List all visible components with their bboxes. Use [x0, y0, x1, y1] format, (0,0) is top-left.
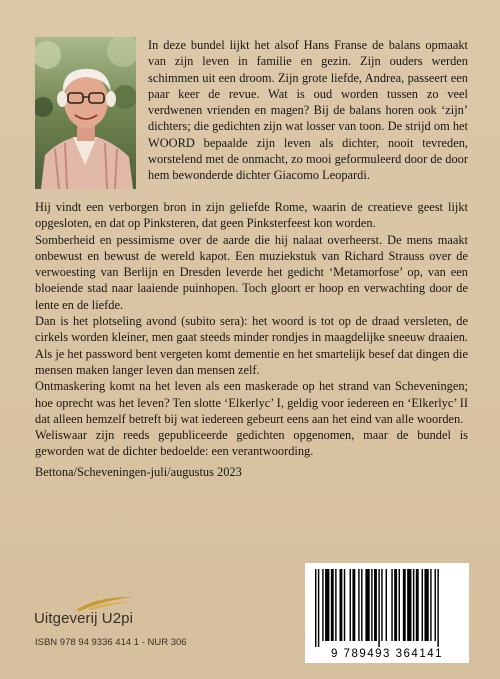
barcode-bar — [350, 569, 351, 641]
barcode-bar — [381, 569, 382, 641]
barcode-bar — [422, 569, 423, 641]
barcode-bar — [394, 569, 397, 641]
barcode-bar — [344, 569, 345, 641]
barcode-bar — [365, 569, 369, 641]
publisher-name: Uitgeverij U2pi — [34, 610, 134, 627]
barcode-bar — [386, 569, 387, 641]
intro-paragraph — [148, 37, 468, 184]
barcode-bar — [325, 569, 329, 641]
barcode-bar — [374, 569, 377, 641]
publisher-logo-block — [34, 594, 174, 630]
barcode-bar — [339, 569, 342, 641]
barcode-bar — [435, 569, 436, 641]
body-text — [35, 199, 468, 460]
barcode-bar — [318, 569, 319, 647]
barcode-bar — [371, 569, 372, 641]
paragraph: Weliswaar zijn reeds gepubliceerde gedichten opgenomen, maar de bundel is geworden wat de dichter bedoelde: een verantwoording. — [35, 428, 468, 459]
barcode-bar — [430, 569, 431, 641]
barcode — [305, 563, 469, 663]
place-date: Bettona/Scheveningen-juli/augustus 2023 — [35, 465, 242, 479]
barcode-bar — [407, 569, 411, 641]
barcode-bar — [416, 569, 419, 641]
barcode-bar — [352, 569, 355, 641]
barcode-bar — [403, 569, 406, 641]
intro-text: In deze bundel lijkt het alsof Hans Franse de balans opmaakt van zijn leven in familie en gezin. Zijn ouders werden schimmen uit een droom. Zijn grote liefde, Andrea, passeert een paar keer de revue. Wat is oud worden tussen zo veel verdwenen vrienden en magen? Bij de balans horen ook ‘zijn’ dichters; die gedichten zijn wat losser van toon. De strijd om het WOORD bepaalde zijn leven als dichter, nooit tevreden, worstelend met de onmacht, zo mooi geformuleerd door de door hem bewonderde dichter Giacomo Leopardi. — [148, 38, 468, 183]
barcode-bar — [424, 569, 428, 641]
paragraph: Hij vindt een verborgen bron in zijn geliefde Rome, waarin de creatieve geest lijkt opgesloten, en dat op Pinksteren, dat geen Pinksterfeest kon worden. — [35, 200, 468, 231]
paragraph: Ontmaskering komt na het leven als een maskerade op het strand van Scheveningen; hoe oprecht was het leven? Ten slotte ‘Elkerlyc’ I, geldig voor iedereen en ‘Elkerlyc’ II dat alleen hemzelf betreft bij wat iedereen gebeurt eens aan het eind van alle woorden. — [35, 379, 468, 426]
paragraph: Somberheid en pessimisme over de aarde die hij nalaat overheerst. De mens maakt onbewust en bewust de wereld kapot. Een muziekstuk van Richard Strauss over de verwoesting van Berlijn en Dresden leverde het gedicht ‘Metamorfose’ op, van een bloeiende stad naar laaiende puinhopen. Toch gloort er hoop en verwachting door de lente en de liefde. — [35, 232, 468, 312]
author-photo — [35, 37, 136, 189]
barcode-bar — [378, 569, 379, 647]
barcode-digits: 9 789493 364141 — [330, 648, 444, 660]
barcode-bar — [358, 569, 359, 641]
barcode-bar — [399, 569, 400, 641]
barcode-bars — [305, 563, 469, 649]
isbn-line: ISBN 978 94 9336 414 1 - NUR 306 — [35, 637, 187, 648]
barcode-bar — [331, 569, 334, 641]
barcode-bar — [335, 569, 336, 641]
barcode-bar — [315, 569, 316, 647]
paragraph: Dan is het plotseling avond (subito sera): het woord is tot op de draad versleten, de cirkels worden kleiner, men gaat steeds minder rondjes in maagdelijke sneeuw draaien. Als je het password bent vergeten komt dementie en het smartelijk besef dat dingen die mensen maken langer leven dan mensen zelf. — [35, 314, 468, 377]
barcode-bar — [437, 569, 438, 647]
barcode-bar — [322, 569, 323, 641]
barcode-bar — [391, 569, 392, 641]
barcode-bar — [361, 569, 362, 641]
barcode-bar — [413, 569, 414, 641]
